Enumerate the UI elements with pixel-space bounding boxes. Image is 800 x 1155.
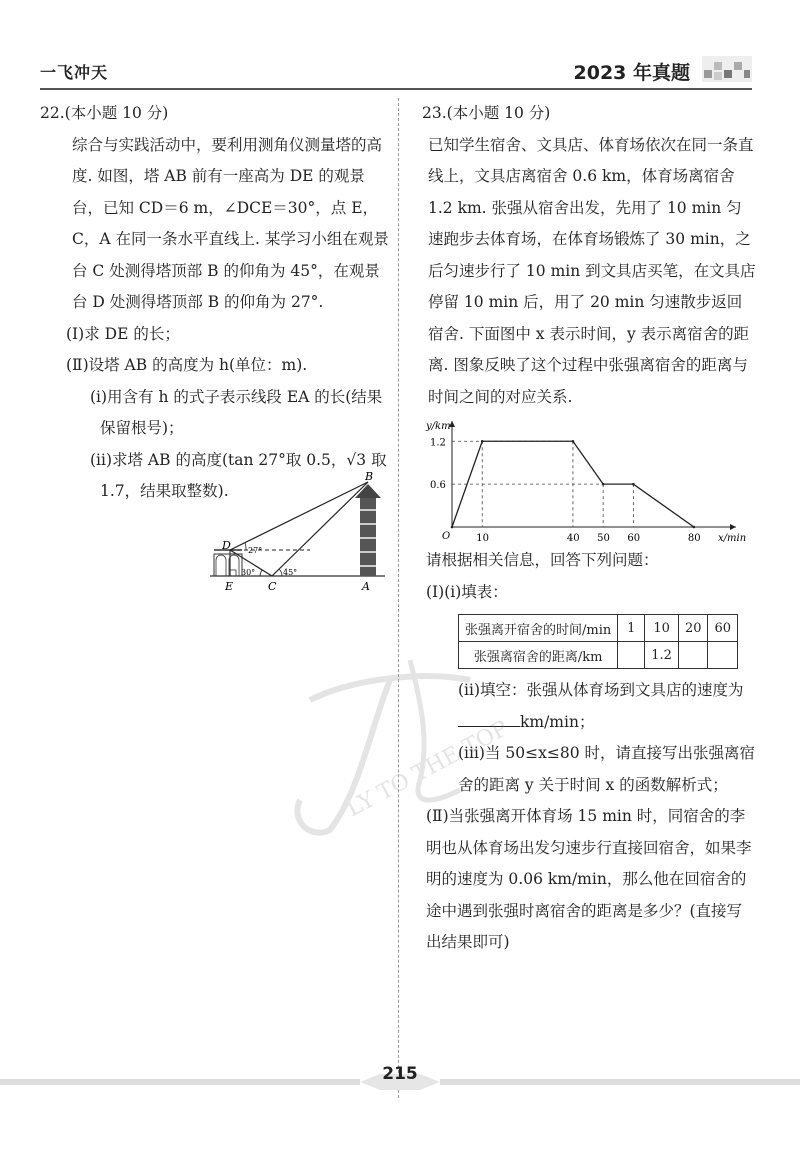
q23-part1-ii-text: (ⅱ)填空：张强从体育场到文具店的速度为 <box>458 681 744 699</box>
q23-prompt: 请根据相关信息，回答下列问题： <box>426 551 659 569</box>
label-D: D <box>222 539 231 552</box>
line-CB <box>272 482 368 576</box>
q23-intro: 已知学生宿舍、文具店、体育场依次在同一条直线上，文具店离宿舍 0.6 km，体育场离宿舍 1.2 km. 张强从宿舍出发，先用了 10 min 匀速跑步去体育场，在体育场锻炼了 30 min，之后匀速步行了 10 min 到文具店买笔，在文具店停留 10 min 后，用了 20 min 匀速散步返回宿舍. 下面图中 x 表示时间，y 表示离宿舍的距离. 图象反映了这个过程中张强离宿舍的距离与时间之间的对应关系. <box>428 135 756 406</box>
data-point <box>693 526 696 529</box>
q22-part1: (Ⅰ)求 DE 的长； <box>66 324 180 343</box>
arc-45 <box>279 569 282 576</box>
q22-heading: 22.(本小题 10 分) <box>40 104 169 122</box>
label-C: C <box>268 580 277 593</box>
table-cell-blank[interactable] <box>708 642 738 669</box>
data-point <box>572 440 575 443</box>
label-A: A <box>362 580 370 593</box>
brand-logo: 一飞冲天 <box>40 63 109 82</box>
line-DB <box>230 482 368 550</box>
table-row <box>459 615 738 642</box>
y-tick-label: 0.6 <box>430 480 446 492</box>
header-rule <box>40 88 752 90</box>
y-tick-label: 1.2 <box>430 437 446 449</box>
q23-part1-i: (Ⅰ)(ⅰ)填表： <box>426 582 508 601</box>
data-point <box>451 526 454 529</box>
page-number: 215 <box>382 1064 418 1084</box>
table-cell-blank[interactable] <box>618 642 645 669</box>
q23-part2: (Ⅱ)当张强离开体育场 15 min 时，同宿舍的李明也从体育场出发匀速步行直接回宿舍，如果李明的速度为 0.06 km/min，那么他在回宿舍的途中遇到张强时离宿舍的距离是多少？(直接写出结果即可) <box>426 807 752 951</box>
q22-part2-ii: (ⅱ)求塔 AB 的高度(tan 27°取 0.5，√3 取 1.7，结果取整数). <box>90 450 387 500</box>
deck-arches <box>216 555 239 576</box>
q23-part1-iii: (ⅲ)当 50≤x≤80 时，请直接写出张强离宿舍的距离 y 关于时间 x 的函数解析式； <box>458 744 755 794</box>
table-cell: 20 <box>678 615 708 642</box>
x-tick-label: 50 <box>597 533 610 544</box>
arc-30 <box>260 570 262 576</box>
q22-part2: (Ⅱ)设塔 AB 的高度为 h(单位：m). <box>66 356 308 374</box>
table-cell: 1 <box>618 615 645 642</box>
table-cell: 10 <box>645 615 679 642</box>
label-angle-45: 45° <box>283 568 298 577</box>
question-22 <box>40 98 392 508</box>
right-angle-E <box>230 570 236 576</box>
table-row-label: 张强离开宿舍的时间/min <box>459 615 618 642</box>
x-tick-label: 10 <box>476 533 489 544</box>
table-cell-blank[interactable] <box>678 642 708 669</box>
label-E: E <box>225 580 234 593</box>
brand-watermark <box>270 640 530 850</box>
data-point <box>632 483 635 486</box>
x-axis-arrow <box>730 524 736 530</box>
table-cell: 60 <box>708 615 738 642</box>
column-divider <box>398 98 399 1098</box>
q22-intro: 综合与实践活动中，要利用测角仪测量塔的高度. 如图，塔 AB 前有一座高为 DE 的观景台，已知 CD＝6 m，∠DCE＝30°，点 E，C，A 在同一条水平直线上. 某学习小组在观景台 C 处测得塔顶部 B 的仰角为 45°，在观景台 D 处测得塔顶部 B 的仰角为 27°. <box>72 135 389 311</box>
label-angle-30: 30° <box>241 568 256 577</box>
data-point <box>481 440 484 443</box>
checker-decoration-icon <box>702 56 752 82</box>
x-tick-label: 40 <box>566 533 580 544</box>
label-B: B <box>365 470 374 483</box>
table-cell: 1.2 <box>645 642 679 669</box>
q22-part2-i: (ⅰ)用含有 h 的式子表示线段 EA 的长(结果保留根号)； <box>90 387 383 437</box>
table-row-label: 张强离宿舍的距离/km <box>459 642 618 669</box>
q23-heading: 23.(本小题 10 分) <box>422 104 551 122</box>
data-point <box>602 483 605 486</box>
x-tick-label: 60 <box>627 533 641 544</box>
q23-part1-ii-unit: km/min； <box>520 712 595 731</box>
x-tick-label: 80 <box>687 533 701 544</box>
x-axis-label: x/min <box>718 533 747 544</box>
origin-label: O <box>442 531 451 542</box>
y-axis-label: y/km <box>426 421 451 432</box>
label-angle-27: 27° <box>248 546 263 555</box>
arc-27 <box>245 543 246 550</box>
page-title: 2023 年真题 <box>573 62 690 84</box>
watermark-text: LY TO THE TOP <box>342 716 513 823</box>
distance-time-chart <box>422 415 757 545</box>
tower-figure <box>200 468 390 598</box>
